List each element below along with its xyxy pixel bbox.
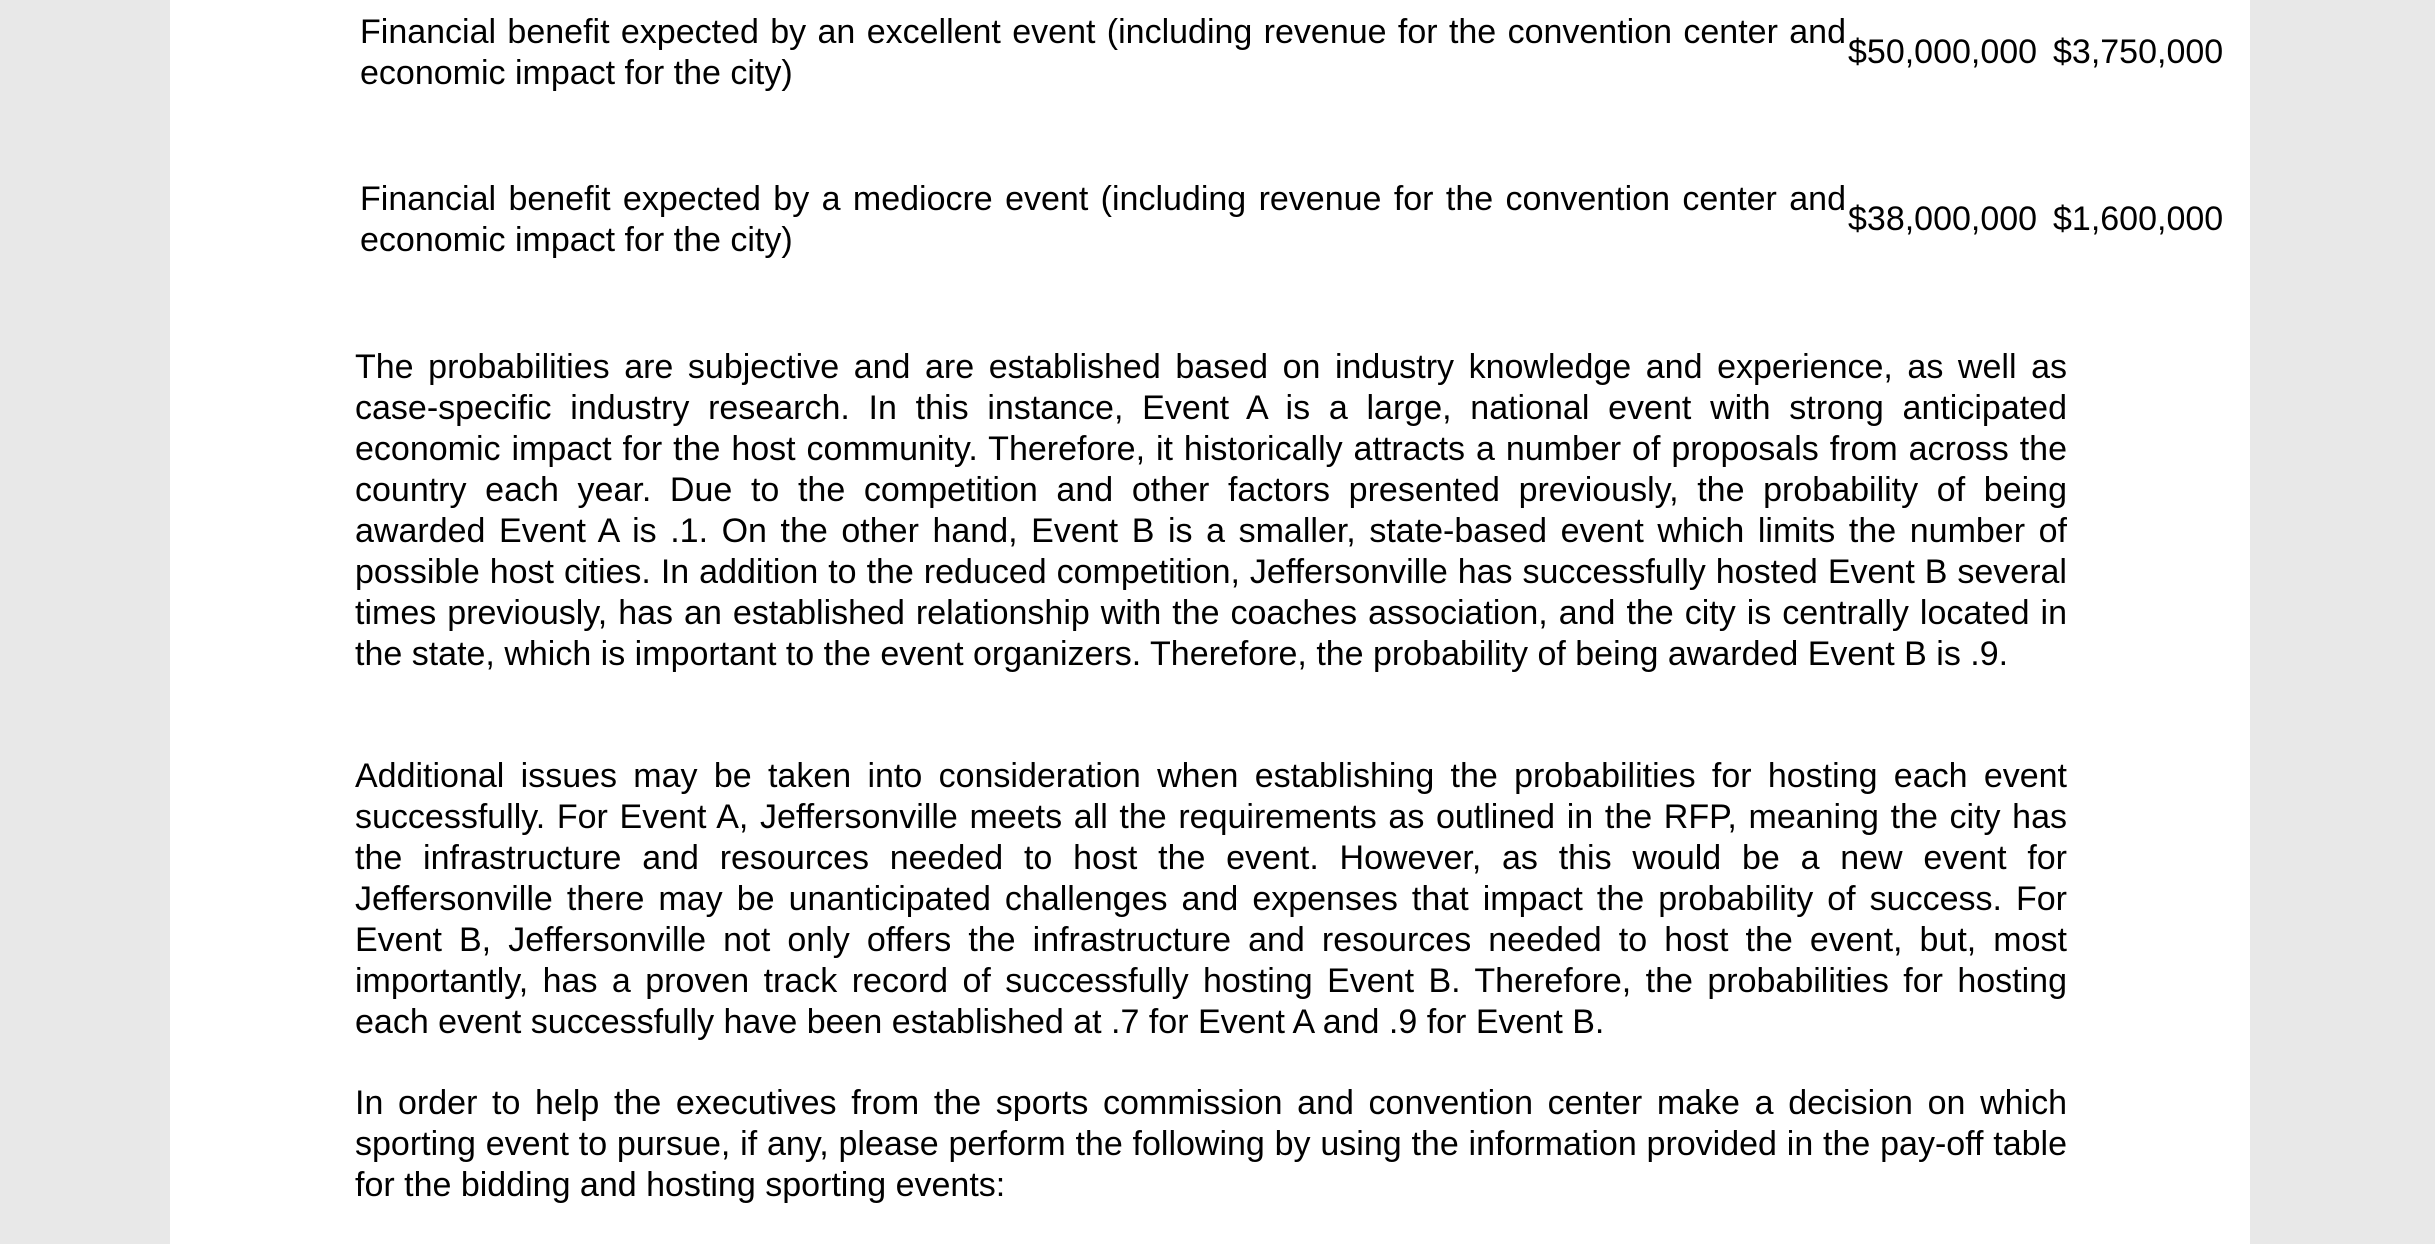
payoff-row-label: Financial benefit expected by an excellent event (including revenue for the convention center and economic impact for the city) <box>360 13 1846 92</box>
event-a-value: $38,000,000 <box>1848 200 2038 238</box>
payoff-row-excellent-event <box>360 12 2240 102</box>
event-b-value: $3,750,000 <box>2053 33 2224 71</box>
event-b-value: $1,600,000 <box>2053 200 2224 238</box>
event-a-value: $50,000,000 <box>1848 33 2038 71</box>
document-page <box>170 0 2250 1244</box>
payoff-row-mediocre-event <box>360 179 2240 269</box>
payoff-row-label: Financial benefit expected by a mediocre event (including revenue for the convention center and economic impact for the city) <box>360 180 1846 259</box>
paragraph-probability-awarded: The probabilities are subjective and are established based on industry knowledge and experience, as well as case-specific industry research. In this instance, Event A is a large, national event with strong anticipated economic impact for the host community. Therefore, it historically attracts a number of proposals from across the country each year. Due to the competition and other factors presented previously, the probability of being awarded Event A is .1. On the other hand, Event B is a smaller, state-based event which limits the number of possible host cities. In addition to the reduced competition, Jeffersonville has successfully hosted Event B several times previously, has an established relationship with the coaches association, and the city is centrally located in the state, which is important to the event organizers. Therefore, the probability of being awarded Event B is .9. <box>355 348 2067 673</box>
paragraph-instructions: In order to help the executives from the sports commission and convention center make a decision on which sporting event to pursue, if any, please perform the following by using the information provided in the pay-off table for the bidding and hosting sporting events: <box>355 1084 2067 1204</box>
paragraph-probability-success: Additional issues may be taken into consideration when establishing the probabilities for hosting each event successfully. For Event A, Jeffersonville meets all the requirements as outlined in the RFP, meaning the city has the infrastructure and resources needed to host the event. However, as this would be a new event for Jeffersonville there may be unanticipated challenges and expenses that impact the probability of success. For Event B, Jeffersonville not only offers the infrastructure and resources needed to host the event, but, most importantly, has a proven track record of successfully hosting Event B. Therefore, the probabilities for hosting each event successfully have been established at .7 for Event A and .9 for Event B. <box>355 757 2067 1041</box>
